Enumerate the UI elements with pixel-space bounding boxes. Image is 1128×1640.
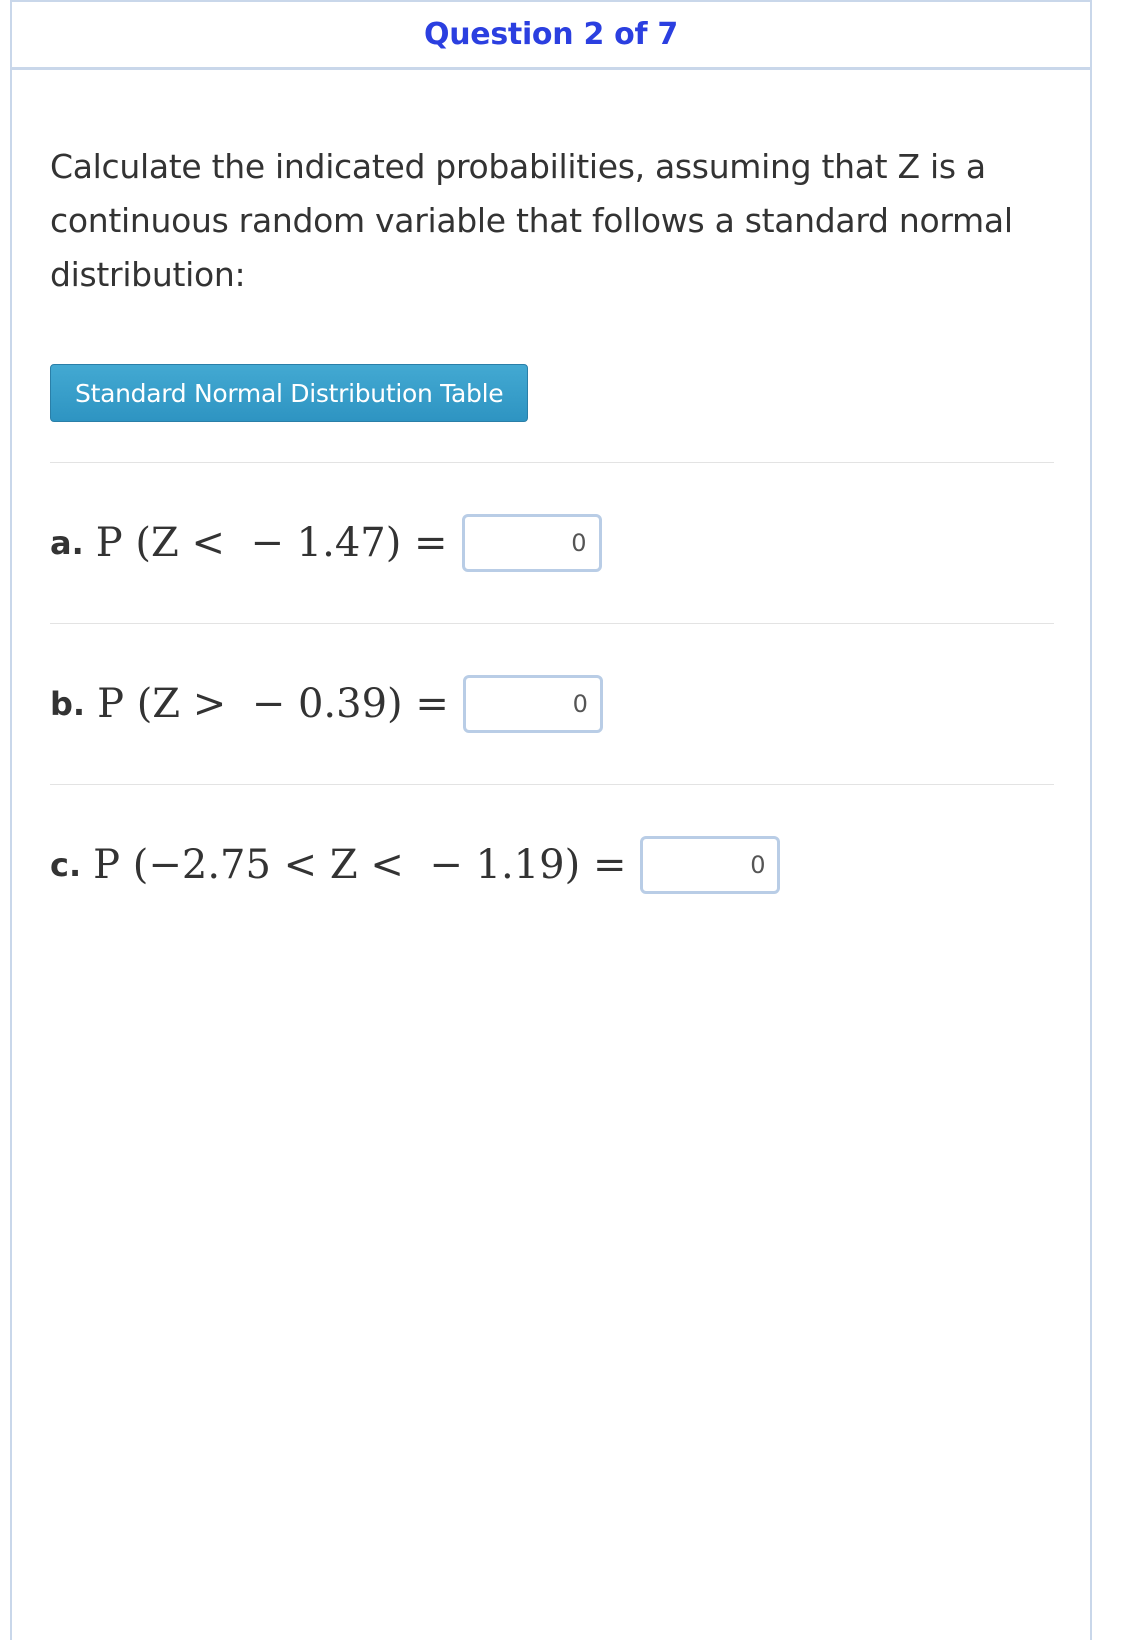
question-prompt: Calculate the indicated probabilities, assuming that Z is a continuous random variable that follows a standard normal distribution: xyxy=(50,147,1013,294)
question-label-b: b. xyxy=(50,685,86,723)
probability-expression-c: P (−2.75 < Z < − 1.19) = xyxy=(93,842,627,888)
question-row-a xyxy=(50,463,1054,623)
probability-expression-b: P (Z > − 0.39) = xyxy=(97,681,449,727)
question-label-c: c. xyxy=(50,846,82,884)
question-counter: Question 2 of 7 xyxy=(424,17,678,52)
answer-input-a[interactable] xyxy=(462,514,602,572)
question-header xyxy=(12,2,1090,70)
answer-input-c[interactable] xyxy=(640,836,780,894)
question-row-c xyxy=(50,785,1054,945)
question-panel xyxy=(10,0,1092,1640)
question-content xyxy=(50,70,1054,945)
question-label-a: a. xyxy=(50,524,84,562)
standard-normal-table-button[interactable]: Standard Normal Distribution Table xyxy=(50,364,528,422)
question-row-b xyxy=(50,624,1054,784)
probability-expression-a: P (Z < − 1.47) = xyxy=(95,520,448,566)
answer-input-b[interactable] xyxy=(463,675,603,733)
